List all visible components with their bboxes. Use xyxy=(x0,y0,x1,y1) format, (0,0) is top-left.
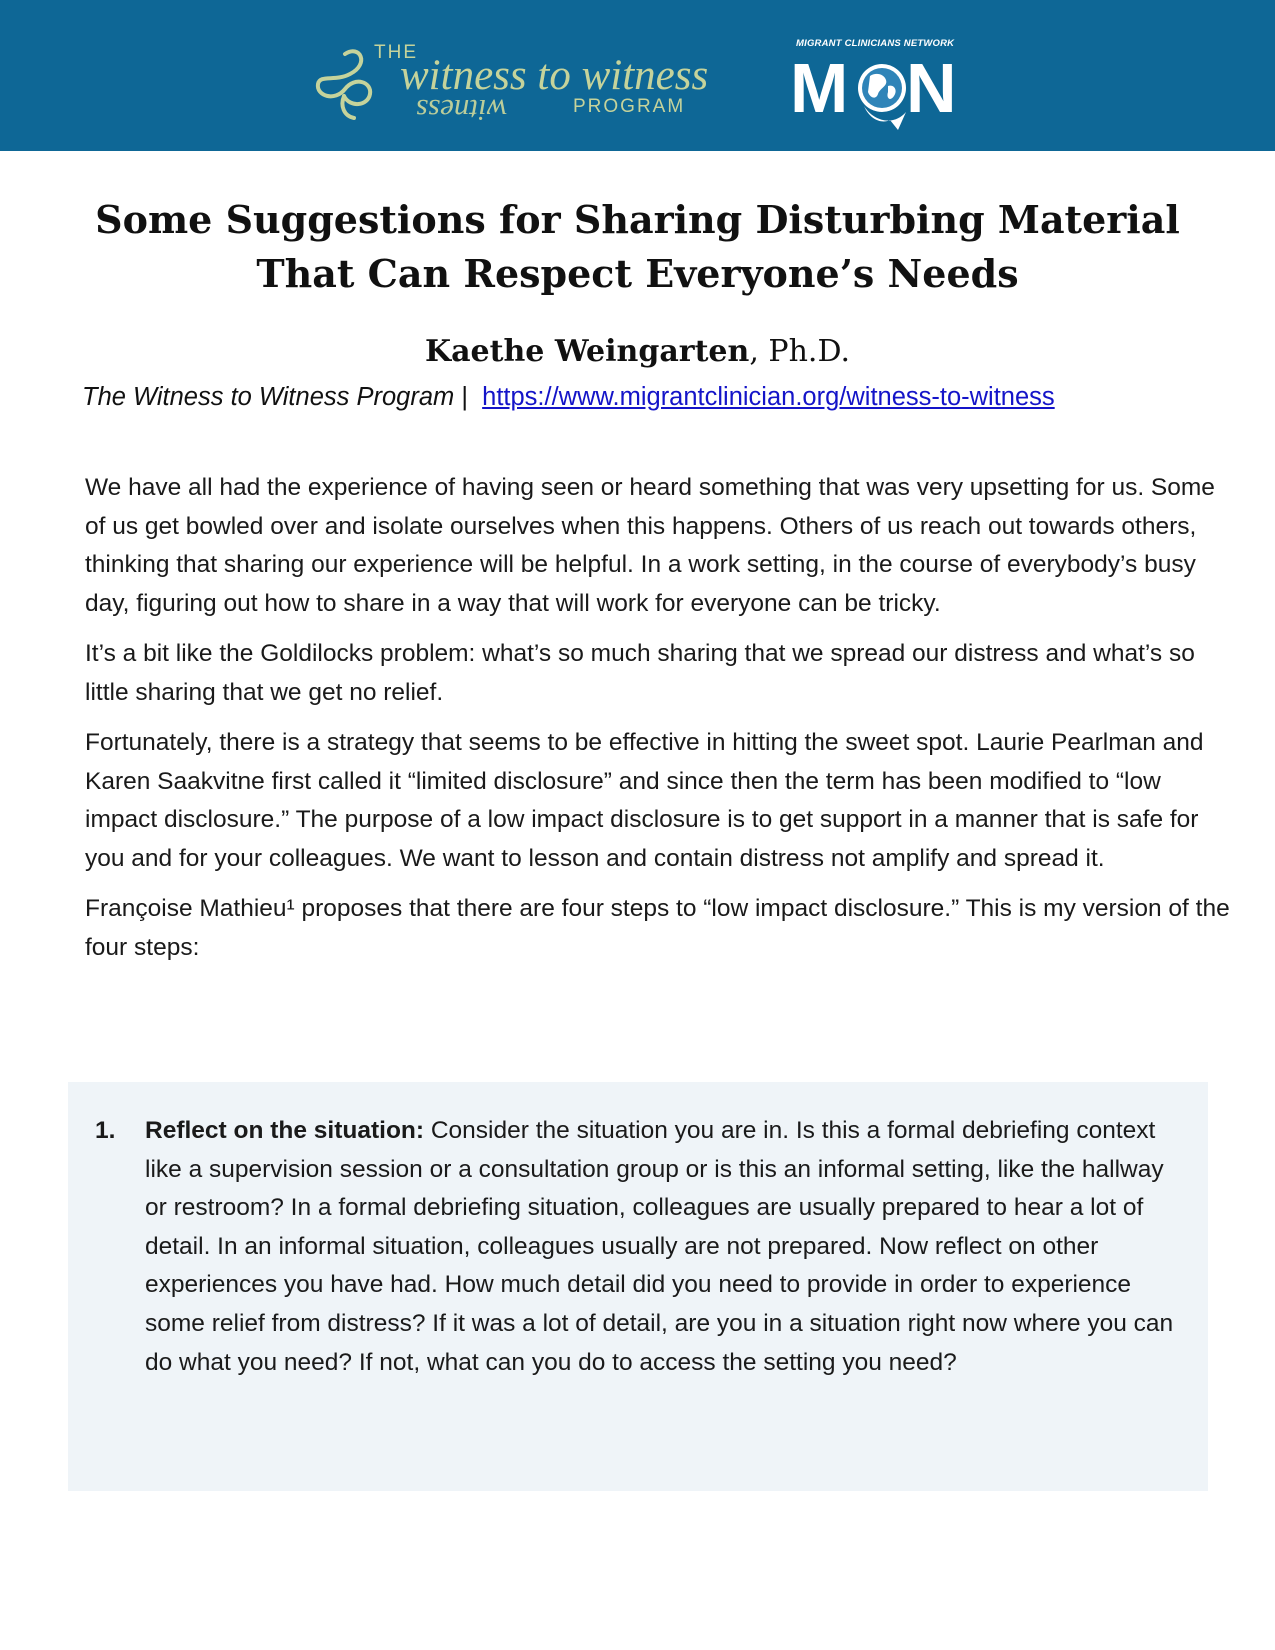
author-name: Kaethe Weingarten xyxy=(425,334,750,369)
step-text xyxy=(145,1112,1185,1382)
logo-mirror-text: witness xyxy=(416,93,508,128)
header-banner xyxy=(0,0,1275,151)
program-name: The Witness to Witness Program xyxy=(82,383,455,411)
program-url-link[interactable]: https://www.migrantclinician.org/witness-to-witness xyxy=(482,383,1055,411)
author-line xyxy=(60,334,1215,369)
title-line-1: Some Suggestions for Sharing Disturbing Material xyxy=(95,197,1180,242)
step-item xyxy=(95,1112,1185,1382)
paragraph-1: We have all had the experience of having seen or heard something that was very upsetting for us. Some of us get bowled over and isolate ourselves when this happens. Others of us reach out towards others, thinking that sharing our experience will be helpful. In a work setting, in the course of everybody’s busy day, figuring out how to share in a way that will work for everyone can be tricky. xyxy=(85,474,1215,617)
logo-wordmark: witness to witness xyxy=(400,52,709,99)
paragraph-4: Françoise Mathieu¹ proposes that there are four steps to “low impact disclosure.” This is my version of the four steps: xyxy=(85,895,1230,961)
logo-the: THE xyxy=(374,42,418,63)
body-text xyxy=(85,469,1235,979)
mcn-globe-icon xyxy=(790,50,970,136)
affiliation-separator: | xyxy=(454,383,476,411)
witness-to-witness-logo xyxy=(310,36,740,126)
mcn-logo xyxy=(790,38,970,136)
paragraph-3: Fortunately, there is a strategy that seems to be effective in hitting the sweet spot. Laurie Pearlman and Karen Saakvitne first called it “limited disclosure” and since then the term has been modified to “low impact disclosure.” The purpose of a low impact disclosure is to get support in a manner that is safe for you and for your colleagues. We want to lesson and contain distress not amplify and spread it. xyxy=(85,729,1204,872)
svg-text:N: N xyxy=(906,50,957,127)
svg-text:M: M xyxy=(790,50,849,127)
logo-program: PROGRAM xyxy=(573,96,686,117)
step-body: Consider the situation you are in. Is this a formal debriefing context like a supervision session or a consultation group or is this an informal setting, like the hallway or restroom? In a formal debriefing situation, colleagues are usually prepared to hear a lot of detail. In an informal situation, colleagues usually are not prepared. Now reflect on other experiences you have had. How much detail did you need to provide in order to experience some relief from distress? If it was a lot of detail, are you in a situation right now where you can do what you need? If not, what can you do to access the setting you need? xyxy=(145,1117,1174,1376)
title-line-2: That Can Respect Everyone’s Needs xyxy=(256,251,1019,296)
affiliation-line xyxy=(82,383,1242,412)
paragraph-2: It’s a bit like the Goldilocks problem: what’s so much sharing that we spread our distress and what’s so little sharing that we get no relief. xyxy=(85,640,1195,706)
mcn-network-label: MIGRANT CLINICIANS NETWORK xyxy=(796,38,955,49)
swirl-icon xyxy=(310,44,380,124)
step-lead: Reflect on the situation: xyxy=(145,1117,425,1144)
author-credential: , Ph.D. xyxy=(749,334,850,369)
document-title xyxy=(60,193,1215,301)
step-number: 1. xyxy=(95,1117,116,1144)
